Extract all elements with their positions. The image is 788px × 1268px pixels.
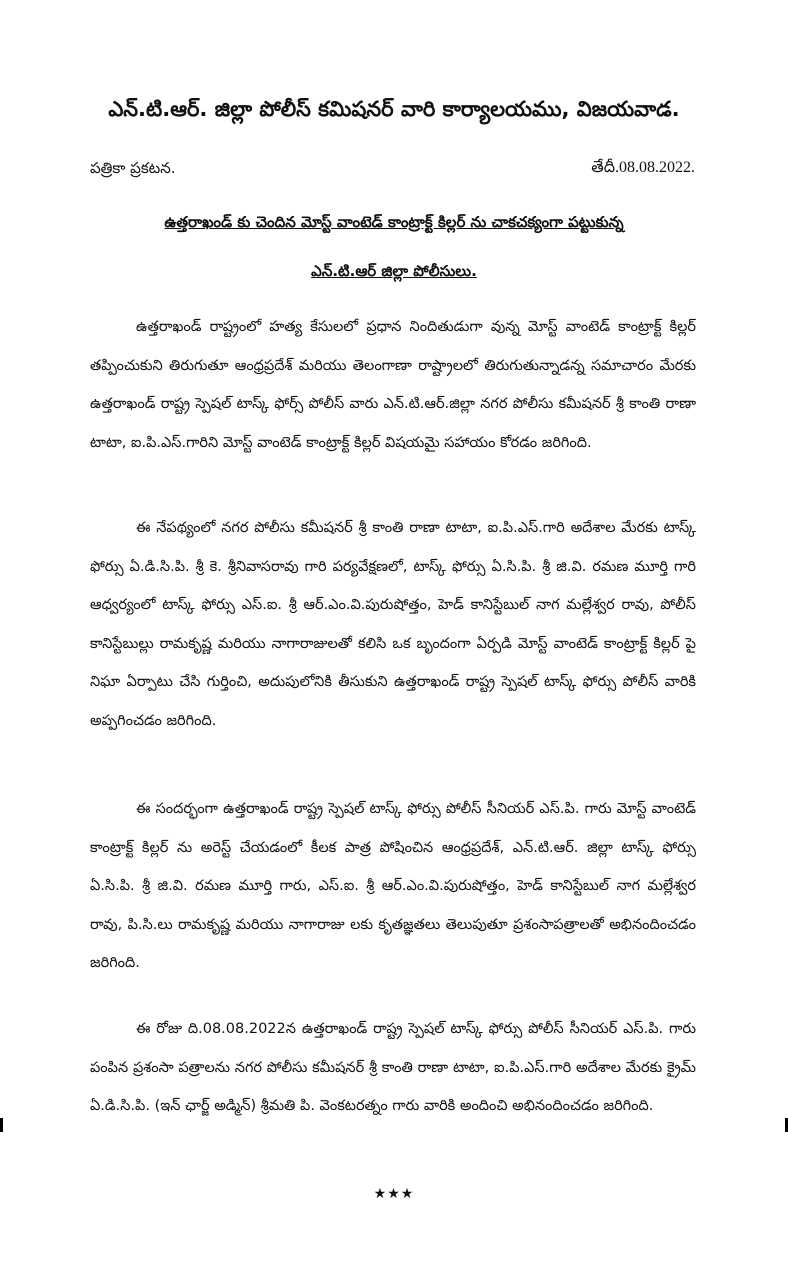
body-paragraph-1	[90, 308, 696, 462]
press-release-label: పత్రికా ప్రకటన.	[90, 159, 176, 177]
office-title: ఎన్.టి.ఆర్. జిల్లా పోలీస్ కమిషనర్ వారి కార్యాలయము, విజయవాడ.	[108, 97, 680, 121]
paragraph-text: ఈ సందర్భంగా ఉత్తరాఖండ్ రాష్ట్ర స్పెషల్ టాస్క్ ఫోర్సు పోలీస్ సీనియర్ ఎస్.పి. గారు మోస్ట్ వాంటెడ్ కాంట్రాక్ట్ కిల్లర్ ను అరెస్ట్ చేయడంలో కీలక పాత్ర పోషించిన ఆంధ్రప్రదేశ్, ఎన్.టి.ఆర్. జిల్లా టాస్క్ ఫోర్సు ఏ.సి.పి. శ్రీ జి.వి. రమణ మూర్తి గారు, ఎస్.ఐ. శ్రీ ఆర్.ఎం.వి.పురుషోత్తం, హెడ్ కానిస్టేబుల్ నాగ మల్లేశ్వర రావు, పి.సి.లు రామకృష్ణ మరియు నాగారాజు లకు కృతజ్ఞతలు తెలుపుతూ ప్రశంసాపత్రాలతో అభినందించడం జరిగింది.	[90, 801, 696, 971]
subject-line-2: ఎన్.టి.ఆర్ జిల్లా పోలీసులు.	[311, 262, 477, 280]
scan-edge-mark-left	[0, 1118, 3, 1132]
body-paragraph-3	[90, 790, 696, 983]
end-of-release-mark: ★★★	[373, 1186, 415, 1202]
release-date: తేదీ.08.08.2022.	[591, 159, 695, 176]
paragraph-text: ఈ రోజు ది.08.08.2022న ఉత్తరాఖండ్ రాష్ట్ర స్పెషల్ టాస్క్ ఫోర్సు పోలీస్ సీనియర్ ఎస్.పి. గారు పంపిన ప్రశంసా పత్రాలను నగర పోలీసు కమీషనర్ శ్రీ కాంతి రాణా టాటా, ఐ.పి.ఎస్.గారి అదేశాల మేరకు క్రైమ్ ఏ.డి.సి.పి. (ఇన్ ఛార్జ్ అడ్మిన్) శ్రీమతి పి. వెంకటరత్నం గారు వారికి అందించి అభినందించడం జరిగింది.	[90, 1021, 696, 1114]
paragraph-text: ఈ నేపథ్యంలో నగర పోలీసు కమీషనర్ శ్రీ కాంతి రాణా టాటా, ఐ.పి.ఎస్.గారి అదేశాల మేరకు టాస్క్ ఫోర్సు ఏ.డి.సి.పి. శ్రీ కె. శ్రీనివాసరావు గారి పర్యవేక్షణలో, టాస్క్ ఫోర్సు ఏ.సి.పి. శ్రీ జి.వి. రమణ మూర్తి గారి ఆధ్వర్యంలో టాస్క్ ఫోర్సు ఎస్.ఐ. శ్రీ ఆర్.ఎం.వి.పురుషోత్తం, హెడ్ కానిస్టేబుల్ నాగ మల్లేశ్వర రావు, పోలీస్ కానిస్టేబుల్లు రామకృష్ణ మరియు నాగారాజులతో కలిసి ఒక బృందంగా ఏర్పడి మోస్ట్ వాంటెడ్ కాంట్రాక్ట్ కిల్లర్ పై నిఘా ఏర్పాటు చేసి గుర్తించి, అదుపులోనికి తీసుకుని ఉత్తరాఖండ్ రాష్ట్ర స్పెషల్ టాస్క్ ఫోర్సు పోలీస్ వారికి అప్పగించడం జరిగింది.	[90, 520, 696, 729]
body-paragraph-4	[90, 1010, 696, 1126]
body-paragraph-2	[90, 509, 696, 740]
paragraph-text: ఉత్తరాఖండ్ రాష్ట్రంలో హత్య కేసులలో ప్రధాన నిందితుడుగా వున్న మోస్ట్ వాంటెడ్ కాంట్రాక్ట్ కిల్లర్ తప్పించుకుని తిరుగుతూ ఆంధ్రప్రదేశ్ మరియు తెలంగాణా రాష్ట్రాలలో తిరుగుతున్నాడన్న సమాచారం మేరకు ఉత్తరాఖండ్ రాష్ట్ర స్పెషల్ టాస్క్ ఫోర్స్ పోలీస్ వారు ఎన్.టి.ఆర్.జిల్లా నగర పోలీసు కమీషనర్ శ్రీ కాంతి రాణా టాటా, ఐ.పి.ఎస్.గారిని మోస్ట్ వాంటెడ్ కాంట్రాక్ట్ కిల్లర్ విషయమై సహాయం కోరడం జరిగింది.	[90, 319, 696, 451]
subject-line-1: ఉత్తరాఖండ్ కు చెందిన మోస్ట్ వాంటెడ్ కాంట్రాక్ట్ కిల్లర్ ను చాకచక్యంగా పట్టుకున్న	[164, 213, 624, 231]
